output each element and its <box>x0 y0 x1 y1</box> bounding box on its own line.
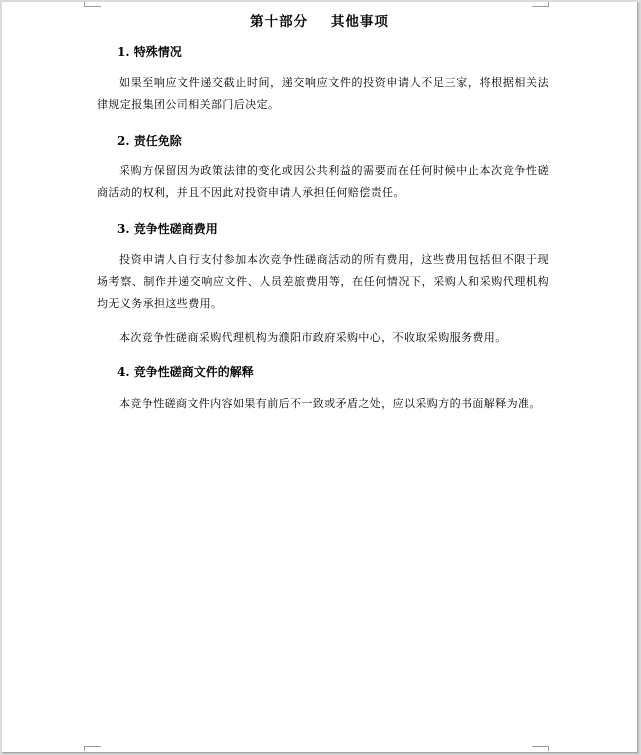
page-title: 第十部分 其他事项 <box>250 14 389 30</box>
paragraph-special-circumstances: 如果至响应文件递交截止时间，递交响应文件的投资申请人不足三家，将根据相关法律规定报集团公司相关部门后决定。 <box>97 76 549 111</box>
margin-mark-top-right <box>532 2 549 7</box>
paragraph-document-interpretation: 本竞争性磋商文件内容如果有前后不一致或矛盾之处，应以采购方的书面解释为准。 <box>119 397 541 410</box>
section-heading-liability-exemption: 2. 责任免除 <box>117 134 182 148</box>
margin-mark-bottom-left <box>84 746 101 751</box>
paragraph-consultation-costs: 投资申请人自行支付参加本次竞争性磋商活动的所有费用，这些费用包括但不限于现场考察、制作并递交响应文件、人员差旅费用等，在任何情况下，采购人和采购代理机构均无义务承担这些费用。 <box>97 253 549 310</box>
paragraph-procurement-agency: 本次竞争性磋商采购代理机构为濮阳市政府采购中心，不收取采购服务费用。 <box>119 331 507 344</box>
section-heading-consultation-costs: 3. 竞争性磋商费用 <box>117 222 218 236</box>
margin-mark-top-left <box>84 2 101 7</box>
section-heading-document-interpretation: 4. 竞争性磋商文件的解释 <box>117 365 254 379</box>
section-heading-special-circumstances: 1. 特殊情况 <box>117 45 182 59</box>
document-page <box>2 2 638 753</box>
paragraph-liability-exemption: 采购方保留因为政策法律的变化或因公共利益的需要而在任何时候中止本次竞争性磋商活动的权利，并且不因此对投资申请人承担任何赔偿责任。 <box>97 164 549 199</box>
margin-mark-bottom-right <box>532 746 549 751</box>
